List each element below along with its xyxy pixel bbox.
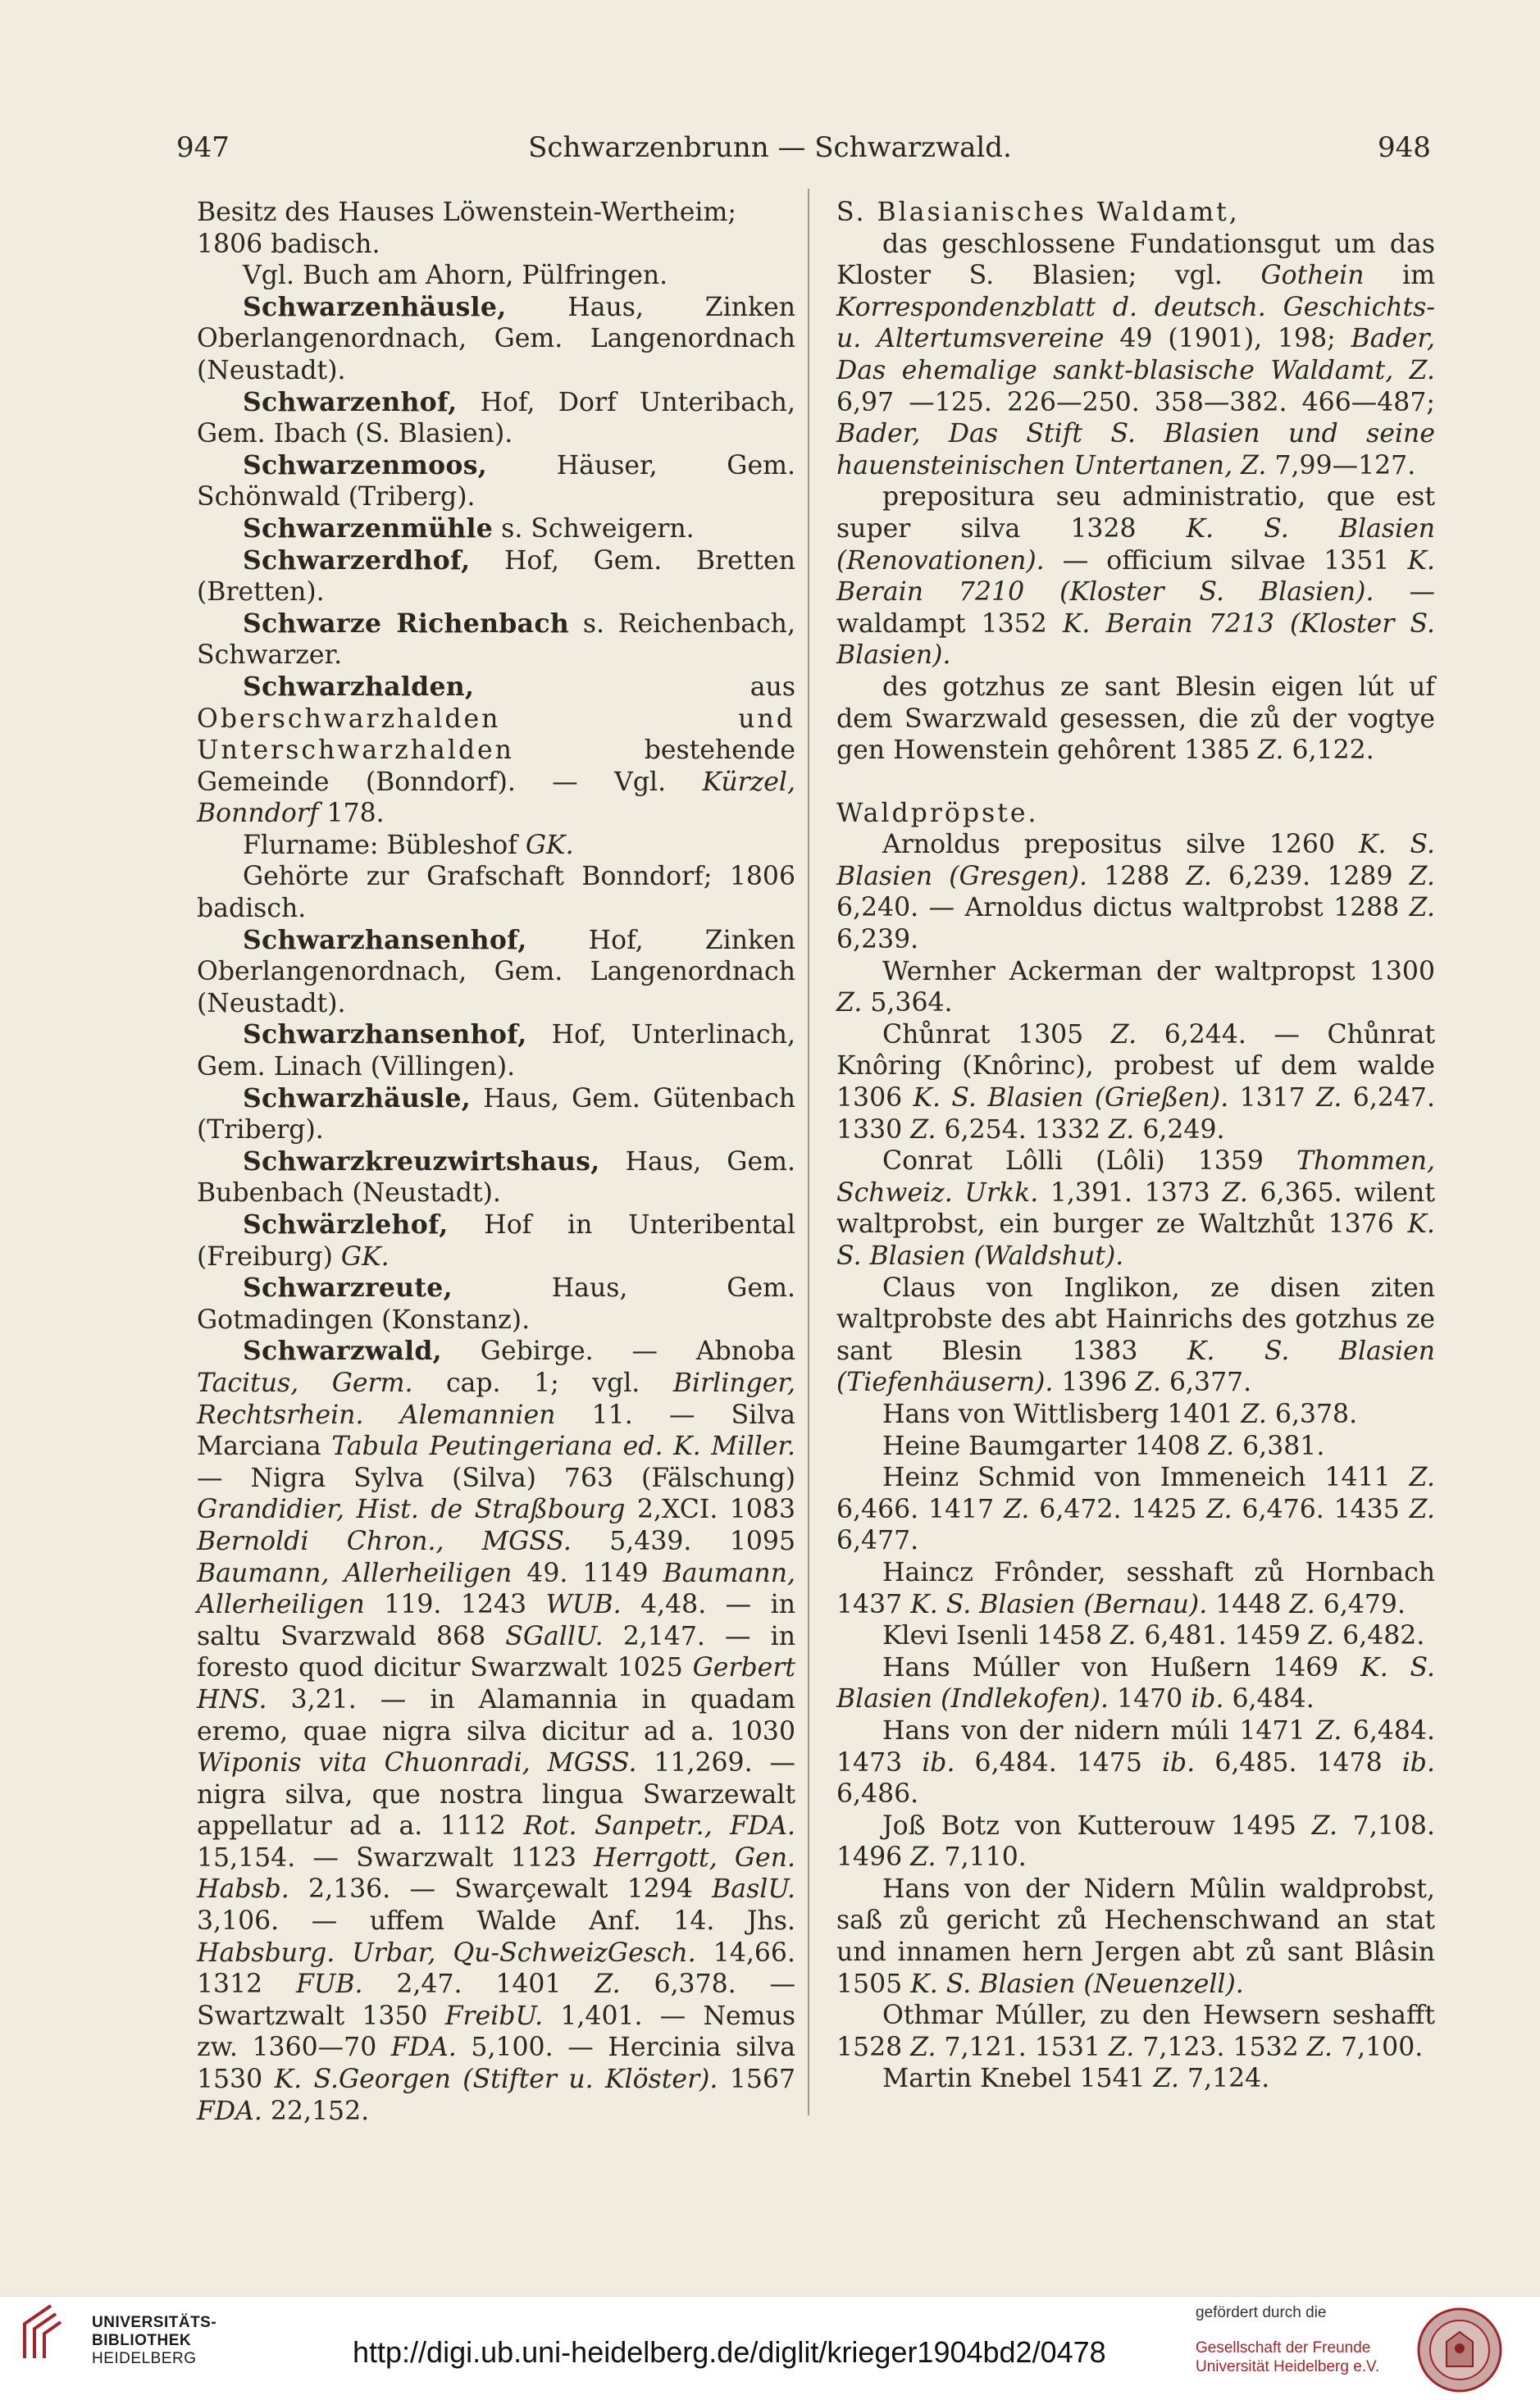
right-column-entry: Martin Knebel 1541 Z. 7,124. [882,2064,1270,2094]
right-column-entry: Conrat Lôlli (Lôli) 1359 Thommen, Schweiz. Urkk. 1,391. 1373 Z. 6,365. wilent waltprobst, ein burger ze Waltzhůt 1376 K. S. Blasien (Waldshut). [836,1146,1435,1271]
right-column-entry: Othmar Múller, zu den Hewsern seshafft 1528 Z. 7,121. 1531 Z. 7,123. 1532 Z. 7,100. [836,2001,1435,2062]
right-column-entry: Hans Múller von Hußern 1469 K. S. Blasien (Indlekofen). 1470 ib. 6,484. [836,1652,1436,1715]
right-column-entry: Heinz Schmid von Immeneich 1411 Z. 6,466. 1417 Z. 6,472. 1425 Z. 6,476. 1435 Z. 6,477. [836,1463,1435,1556]
left-column-entry: Schwärzlehof, Hof in Unteribental (Freiburg) GK. [197,1209,795,1272]
left-column-entry: Schwarzhansenhof, Hof, Zinken Oberlangenordnach, Gem. Langenordnach (Neustadt). [197,924,795,1018]
left-column-entry: Schwarzhalden, aus Oberschwarzhalden und Unterschwarzhalden bestehende Gemeinde (Bonndorf). — Vgl. Kürzel, Bonndorf 178. [197,671,795,829]
section-gap [836,767,1435,798]
left-column-entry: Schwarzreute, Haus, Gem. Gotmadingen (Konstanz). [197,1273,795,1335]
right-page-number: 948 [1378,131,1431,164]
right-column [836,197,1435,2095]
right-column-entry: Joß Botz von Kutterouw 1495 Z. 7,108. 1496 Z. 7,110. [836,1810,1435,1873]
left-column-entry: Schwarzenhäusle, Haus, Zinken Oberlangenordnach, Gem. Langenordnach (Neustadt). [197,291,795,385]
column-divider [808,189,809,2115]
right-column-entry: Heine Baumgarter 1408 Z. 6,381. [882,1431,1325,1461]
left-column-entry: Gehörte zur Grafschaft Bonndorf; 1806 badisch. [197,862,795,924]
left-column-entry: Schwarzenmoos, Häuser, Gem. Schönwald (Triberg). [197,449,795,512]
left-column-entry: Schwarzhansenhof, Hof, Unterlinach, Gem. Linach (Villingen). [197,1019,795,1082]
right-column-entry: Klevi Isenli 1458 Z. 6,481. 1459 Z. 6,482. [882,1621,1425,1651]
university-seal-icon [1415,2306,1504,2394]
right-column-entry: des gotzhus ze sant Blesin eigen lút uf dem Swarzwald gesessen, die zů der vogtye gen Howenstein gehôrent 1385 Z. 6,122. [836,672,1435,766]
sponsor-name-line-1: Gesellschaft der Freunde [1196,2339,1371,2357]
left-column-entry: Vgl. Buch am Ahorn, Pülfringen. [243,261,668,291]
left-column-entry: Besitz des Hauses Löwenstein-Wertheim; 1806 badisch. [197,198,736,259]
left-page-number: 947 [176,131,230,164]
right-column-entry: Arnoldus prepositus silve 1260 K. S. Blasien (Gresgen). 1288 Z. 6,239. 1289 Z. 6,240. — Arnoldus dictus waltprobst 1288 Z. 6,239. [836,830,1436,955]
right-column-entry: S. Blasianisches Waldamt, [836,198,1240,227]
library-name-line-2: BIBLIOTHEK [92,2332,192,2349]
document-url-link[interactable]: http://digi.ub.uni-heidelberg.de/diglit/krieger1904bd2/0478 [353,2335,1106,2369]
right-column-entry: Haincz Frônder, sesshaft zů Hornbach 1437 K. S. Blasien (Bernau). 1448 Z. 6,479. [836,1557,1435,1619]
right-column-entry: Hans von der Nidern Mûlin waldprobst, saß zů gericht zů Hechenschwand an stat und innamen hern Jergen abt zů sant Blâsin 1505 K. S. Blasien (Neuenzell). [836,1874,1435,1999]
sponsor-name-line-2: Universität Heidelberg e.V. [1196,2358,1380,2375]
running-title: Schwarzenbrunn — Schwarzwald. [528,131,1012,164]
left-column-entry: Schwarzhäusle, Haus, Gem. Gütenbach (Triberg). [197,1082,795,1145]
left-column [197,197,795,2127]
right-column-entry: Claus von Inglikon, ze disen ziten waltprobste des abt Hainrichs des gotzhus ze sant Blesin 1383 K. S. Blasien (Tiefenhäusern). 1396 Z. 6,377. [836,1273,1435,1398]
library-name [92,2314,216,2368]
left-column-entry: Schwarzkreuzwirtshaus, Haus, Gem. Bubenbach (Neustadt). [197,1145,795,1209]
right-column-entry: Waldpröpste. [836,798,1039,828]
left-column-entry: Flurname: Bübleshof GK. [243,830,574,860]
left-column-entry: Schwarze Richenbach s. Reichenbach, Schwarzer. [197,608,795,671]
left-column-entry: Schwarzenhof, Hof, Dorf Unteribach, Gem. Ibach (S. Blasien). [197,386,795,449]
library-name-line-1: UNIVERSITÄTS- [92,2314,217,2331]
left-column-entry: Schwarzwald, Gebirge. — Abnoba Tacitus, Germ. cap. 1; vgl. Birlinger, Rechtsrhein. Alemannien 11. — Silva Marciana Tabula Peutingeriana ed. K. Miller. — Nigra Sylva (Silva) 763 (Fälschung) Grandidier, Hist. de Straßbourg 2,XCI. 1083 Bernoldi Chron., MGSS. 5,439. 1095 Baumann, Allerheiligen 49. 1149 Baumann, Allerheiligen 119. 1243 WUB. 4,48. — in saltu Svarzwald 868 SGallU. 2,147. — in foresto quod dicitur Swarzwalt 1025 Gerbert HNS. 3,21. — in Alamannia in quadam eremo, quae nigra silva dicitur ad a. 1030 Wiponis vita Chuonradi, MGSS. 11,269. — nigra silva, que nostra lingua Swarzewalt appellatur ad a. 1112 Rot. Sanpetr., FDA. 15,154. — Swarzwalt 1123 Herrgott, Gen. Habsb. 2,136. — Swarçewalt 1294 BaslU. 3,106. — uffem Walde Anf. 14. Jhs. Habsburg. Urbar, Qu-SchweizGesch. 14,66. 1312 FUB. 2,47. 1401 Z. 6,378. — Swartzwalt 1350 FreibU. 1,401. — Nemus zw. 1360—70 FDA. 5,100. — Hercinia silva 1530 K. S.Georgen (Stifter u. Klöster). 1567 FDA. 22,152. [197,1336,796,2126]
right-column-entry: prepositura seu administratio, que est super silva 1328 K. S. Blasien (Renovationen). — officium silvae 1351 K. Berain 7210 (Kloster S. Blasien). — waldampt 1352 K. Berain 7213 (Kloster S. Blasien). [836,482,1435,671]
sponsor-label: gefördert durch die [1196,2304,1327,2321]
sponsor-name [1196,2339,1379,2376]
right-column-entry: das geschlossene Fundationsgut um das Kloster S. Blasien; vgl. Gothein im Korrespondenzblatt d. deutsch. Geschichts- u. Altertumsvereine 49 (1901), 198; Bader, Das ehemalige sankt-blasische Waldamt, Z. 6,97 —125. 226—250. 358—382. 466—487; Bader, Das Stift S. Blasien und seine hauensteinischen Untertanen, Z. 7,99—127. [836,229,1435,480]
university-library-logo-icon [18,2299,84,2365]
right-column-entry: Chůnrat 1305 Z. 6,244. — Chůnrat Knôring (Knôrinc), probest uf dem walde 1306 K. S. Blasien (Grießen). 1317 Z. 6,247. 1330 Z. 6,254. 1332 Z. 6,249. [836,1019,1435,1145]
left-column-entry: Schwarzerdhof, Hof, Gem. Bretten (Bretten). [197,544,795,608]
left-column-entry: Schwarzenmühle s. Schweigern. [243,512,695,544]
library-name-line-3: HEIDELBERG [92,2350,197,2367]
right-column-entry: Hans von Wittlisberg 1401 Z. 6,378. [882,1399,1358,1429]
right-column-entry: Hans von der nidern múli 1471 Z. 6,484. 1473 ib. 6,484. 1475 ib. 6,485. 1478 ib. 6,486. [836,1715,1435,1810]
right-column-entry: Wernher Ackerman der waltpropst 1300 Z. 5,364. [836,956,1435,1018]
